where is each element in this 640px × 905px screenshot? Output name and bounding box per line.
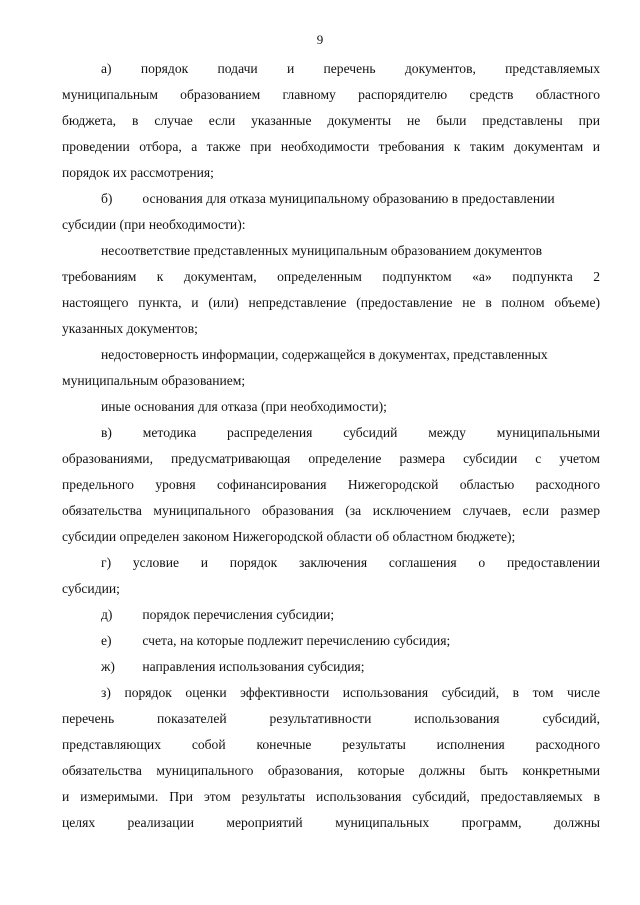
- paragraph: [62, 186, 600, 238]
- text-line: [62, 654, 600, 680]
- text-line: а) порядок подачи и перечень документов, представляемых: [62, 56, 600, 82]
- text-line: [62, 628, 600, 654]
- line-text: муниципальным образованием;: [62, 373, 246, 388]
- list-marker: в): [101, 425, 112, 440]
- line-text: указанных документов;: [62, 321, 198, 336]
- list-marker: д): [101, 607, 113, 622]
- text-line: бюджета, в случае если указанные документы не были представлены при: [62, 113, 600, 128]
- line-text: счета, на которые подлежит перечислению субсидия;: [142, 633, 451, 648]
- text-line: требованиям к документам, определенным подпунктом «а» подпункта 2: [62, 269, 600, 284]
- paragraph: [62, 628, 600, 654]
- line-text: порядок перечисления субсидии;: [142, 607, 335, 622]
- text-line: обязательства муниципального образования (за исключением случаев, если размер: [62, 503, 600, 518]
- text-line: [62, 394, 600, 420]
- text-line: [62, 342, 600, 368]
- text-line: образованиями, предусматривающая определение размера субсидии с учетом: [62, 451, 600, 466]
- list-marker: г): [101, 555, 112, 570]
- paragraph: [62, 394, 600, 420]
- text-line: [62, 238, 600, 264]
- text-line: представляющих собой конечные результаты исполнения расходного: [62, 737, 600, 752]
- paragraph: [62, 56, 600, 186]
- text-line: [62, 316, 600, 342]
- text-line: [62, 576, 600, 602]
- list-marker: з): [101, 685, 111, 700]
- text-line: предельного уровня софинансирования Нижегородской областью расходного: [62, 477, 600, 492]
- line-text: субсидии определен законом Нижегородской области об областном бюджете);: [62, 529, 516, 544]
- line-text: субсидии;: [62, 581, 120, 596]
- text-line: целях реализации мероприятий муниципальных программ, должны: [62, 815, 600, 830]
- paragraph: [62, 602, 600, 628]
- text-line: [62, 186, 600, 212]
- text-line: перечень показателей результативности использования субсидий,: [62, 711, 600, 726]
- line-text: недостоверность информации, содержащейся в документах, представленных: [101, 347, 548, 362]
- line-text: субсидии (при необходимости):: [62, 217, 246, 232]
- line-text: основания для отказа муниципальному образованию в предоставлении: [142, 191, 555, 206]
- text-line: [62, 160, 600, 186]
- text-line: настоящего пункта, и (или) непредставление (предоставление не в полном объеме): [62, 295, 600, 310]
- line-text: несоответствие представленных муниципальным образованием документов: [101, 243, 543, 258]
- paragraph: [62, 654, 600, 680]
- text-line: [62, 524, 600, 550]
- text-line: обязательства муниципального образования, которые должны быть конкретными: [62, 763, 600, 778]
- text-line: [62, 368, 600, 394]
- list-marker: е): [101, 633, 112, 648]
- paragraph: [62, 238, 600, 342]
- document-body: [62, 56, 600, 836]
- paragraph: [62, 342, 600, 394]
- paragraph: [62, 420, 600, 550]
- line-text: направления использования субсидия;: [142, 659, 365, 674]
- line-text: порядок их рассмотрения;: [62, 165, 214, 180]
- list-marker: а): [101, 61, 112, 76]
- list-marker: ж): [101, 659, 115, 674]
- text-line: з) порядок оценки эффективности использования субсидий, в том числе: [62, 680, 600, 706]
- page-number: 9: [316, 32, 324, 47]
- text-line: и измеримыми. При этом результаты использования субсидий, предоставляемых в: [62, 789, 600, 804]
- paragraph: [62, 550, 600, 602]
- text-line: г) условие и порядок заключения соглашения о предоставлении: [62, 550, 600, 576]
- text-line: [62, 212, 600, 238]
- text-line: [62, 602, 600, 628]
- line-text: иные основания для отказа (при необходимости);: [101, 399, 387, 414]
- text-line: муниципальным образованием главному распорядителю средств областного: [62, 87, 600, 102]
- list-marker: б): [101, 191, 113, 206]
- text-line: проведении отбора, а также при необходимости требования к таким документам и: [62, 139, 600, 154]
- paragraph: [62, 680, 600, 836]
- text-line: в) методика распределения субсидий между муниципальными: [62, 420, 600, 446]
